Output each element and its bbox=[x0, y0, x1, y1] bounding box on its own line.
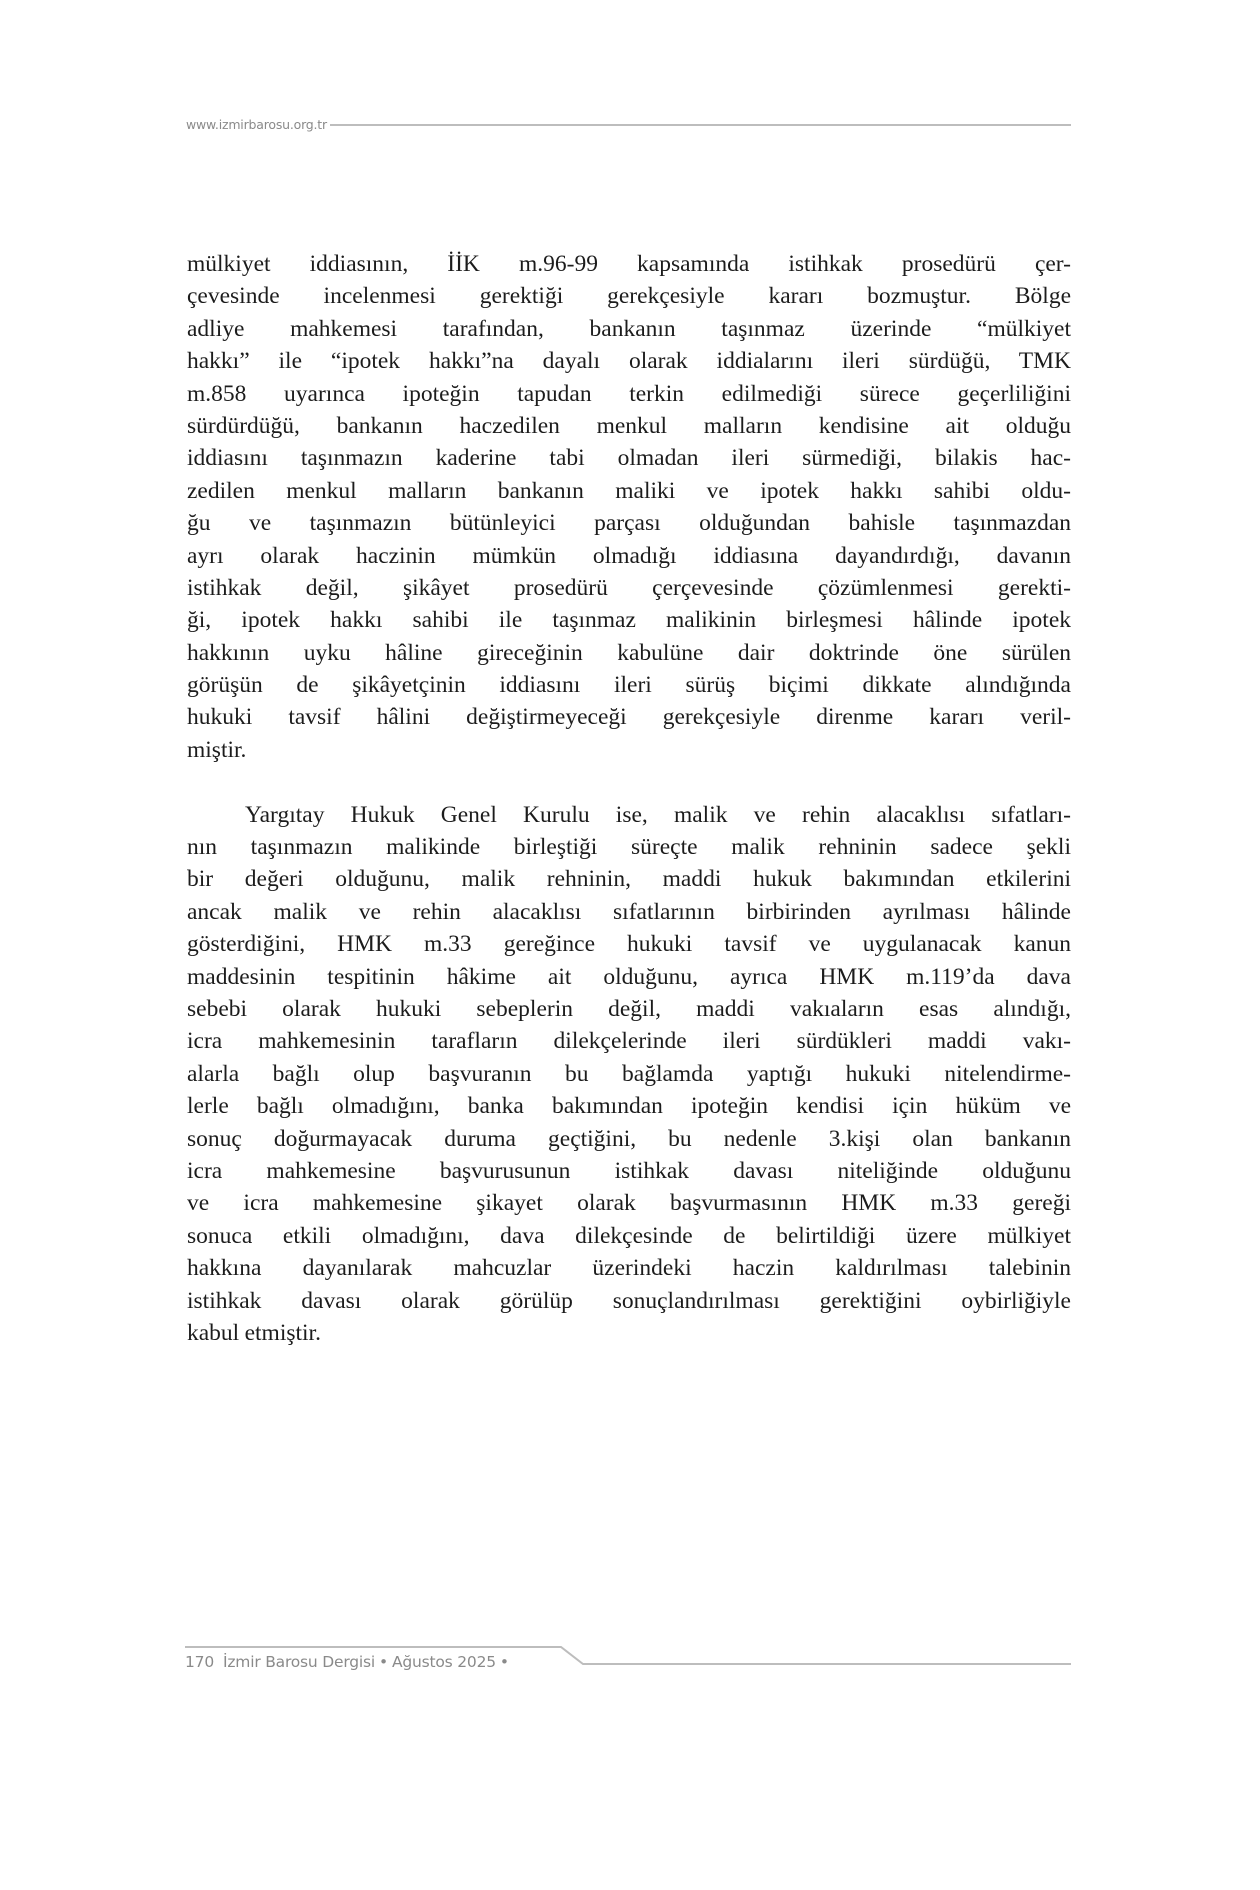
text-line: görüşün de şikâyetçinin iddiasını ileri sürüş biçimi dikkate alındığında bbox=[187, 672, 1071, 699]
page-footer bbox=[185, 1640, 1071, 1680]
text-line: sonuca etkili olmadığını, dava dilekçesinde de belirtildiği üzere mülkiyet bbox=[187, 1222, 1071, 1249]
text-line: sürdürdüğü, bankanın haczedilen menkul malların kendisine ait olduğu bbox=[187, 412, 1071, 439]
paragraph bbox=[187, 248, 1071, 766]
issue-date: Ağustos 2025 bbox=[391, 1653, 496, 1671]
text-line: sonuç doğurmayacak duruma geçtiğini, bu nedenle 3.kişi olan bankanın bbox=[187, 1125, 1071, 1152]
text-line: m.858 uyarınca ipoteğin tapudan terkin edilmediği sürece geçerliliğini bbox=[187, 380, 1071, 407]
journal-name: İzmir Barosu Dergisi bbox=[223, 1653, 375, 1671]
text-line: bir değeri olduğunu, malik rehninin, maddi hukuk bakımından etkilerini bbox=[187, 866, 1071, 893]
text-line: ğu ve taşınmazın bütünleyici parçası olduğundan bahisle taşınmazdan bbox=[187, 510, 1071, 537]
text-line: nın taşınmazın malikinde birleştiği süreçte malik rehninin sadece şekli bbox=[187, 834, 1071, 861]
bullet-separator: • bbox=[378, 1653, 388, 1671]
text-line: ancak malik ve rehin alacaklısı sıfatlarının birbirinden ayrılması hâlinde bbox=[187, 898, 1071, 925]
text-line: alarla bağlı olup başvuranın bu bağlamda yaptığı hukuki nitelendirme- bbox=[187, 1060, 1071, 1087]
text-line: ği, ipotek hakkı sahibi ile taşınmaz malikinin birleşmesi hâlinde ipotek bbox=[187, 607, 1071, 634]
header-url: www.izmirbarosu.org.tr bbox=[186, 116, 327, 132]
text-line: kabul etmiştir. bbox=[187, 1319, 321, 1346]
text-line: lerle bağlı olmadığını, banka bakımından ipoteğin kendisi için hüküm ve bbox=[187, 1093, 1071, 1120]
text-line: adliye mahkemesi tarafından, bankanın taşınmaz üzerinde “mülkiyet bbox=[187, 315, 1071, 342]
header-rule bbox=[330, 124, 1071, 126]
text-line: miştir. bbox=[187, 736, 247, 763]
text-line: istihkak davası olarak görülüp sonuçlandırılması gerektiğini oybirliğiyle bbox=[187, 1287, 1071, 1314]
text-line: iddiasını taşınmazın kaderine tabi olmadan ileri sürmediği, bilakis hac- bbox=[187, 445, 1071, 472]
text-line: icra mahkemesinin tarafların dilekçelerinde ileri sürdükleri maddi vakı- bbox=[187, 1028, 1071, 1055]
text-line: çevesinde incelenmesi gerektiği gerekçesiyle kararı bozmuştur. Bölge bbox=[187, 283, 1071, 310]
text-line: zedilen menkul malların bankanın maliki ve ipotek hakkı sahibi oldu- bbox=[187, 477, 1071, 504]
text-line: hukuki tavsif hâlini değiştirmeyeceği gerekçesiyle direnme kararı veril- bbox=[187, 704, 1071, 731]
text-line: Yargıtay Hukuk Genel Kurulu ise, malik ve rehin alacaklısı sıfatları- bbox=[245, 801, 1071, 828]
text-line: maddesinin tespitinin hâkime ait olduğunu, ayrıca HMK m.119’da dava bbox=[187, 963, 1071, 990]
text-line: istihkak değil, şikâyet prosedürü çerçevesinde çözümlenmesi gerekti- bbox=[187, 574, 1071, 601]
page-header bbox=[186, 112, 1071, 136]
article-body bbox=[187, 248, 1071, 1349]
paragraph bbox=[187, 799, 1071, 1350]
text-line: gösterdiğini, HMK m.33 gereğince hukuki tavsif ve uygulanacak kanun bbox=[187, 931, 1071, 958]
text-line: icra mahkemesine başvurusunun istihkak davası niteliğinde olduğunu bbox=[187, 1157, 1071, 1184]
bullet-separator: • bbox=[499, 1653, 509, 1671]
text-line: hakkının uyku hâline gireceğinin kabulüne dair doktrinde öne sürülen bbox=[187, 639, 1071, 666]
text-line: ve icra mahkemesine şikayet olarak başvurmasının HMK m.33 gereği bbox=[187, 1190, 1071, 1217]
text-line: mülkiyet iddiasının, İİK m.96-99 kapsamında istihkak prosedürü çer- bbox=[187, 251, 1071, 277]
text-line: hakkına dayanılarak mahcuzlar üzerindeki haczin kaldırılması talebinin bbox=[187, 1255, 1071, 1282]
text-line: sebebi olarak hukuki sebeplerin değil, maddi vakıaların esas alındığı, bbox=[187, 995, 1071, 1022]
footer-text bbox=[185, 1653, 513, 1671]
text-line: hakkı” ile “ipotek hakkı”na dayalı olarak iddialarını ileri sürdüğü, TMK bbox=[187, 348, 1071, 375]
text-line: ayrı olarak haczinin mümkün olmadığı iddiasına dayandırdığı, davanın bbox=[187, 542, 1071, 569]
page-number: 170 bbox=[185, 1653, 214, 1671]
